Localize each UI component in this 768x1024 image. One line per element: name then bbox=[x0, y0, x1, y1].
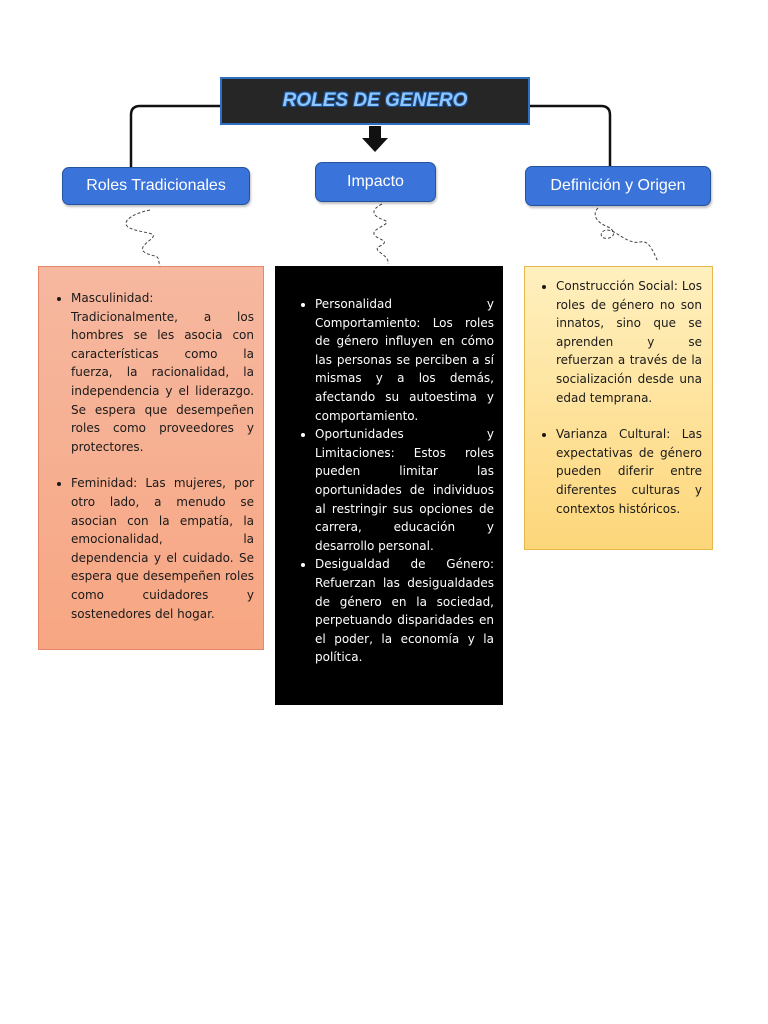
node-label: Roles Tradicionales bbox=[86, 177, 226, 194]
panel-impacto bbox=[275, 266, 503, 705]
page-title: ROLES DE GENERO bbox=[282, 90, 468, 111]
node-roles-tradicionales bbox=[62, 167, 250, 205]
squiggle-center bbox=[374, 204, 388, 264]
node-impacto bbox=[315, 162, 436, 202]
panel-definicion-origen bbox=[524, 266, 713, 550]
title-box bbox=[220, 77, 530, 125]
node-label: Impacto bbox=[347, 173, 404, 190]
node-definicion-origen bbox=[525, 166, 711, 206]
bullet-list bbox=[293, 295, 494, 667]
node-label: Definición y Origen bbox=[550, 177, 686, 194]
list-item: • Oportunidades y Limitaciones: Estos roles pueden limitar las oportunidades de individuos al restringir sus opciones de carrera, educación y desarrollo personal. bbox=[315, 425, 494, 555]
list-item: • Varianza Cultural: Las expectativas de género pueden diferir entre diferentes culturas y contextos históricos. bbox=[556, 425, 702, 518]
list-item: • Desigualdad de Género: Refuerzan las desigualdades de género en la sociedad, perpetuando disparidades en el poder, la economía y la política. bbox=[315, 555, 494, 667]
list-item: • Masculinidad: Tradicionalmente, a los hombres se les asocia con características como la fuerza, la racionalidad, la independencia y el liderazgo. Se espera que desempeñen roles como proveedores y protectores. bbox=[71, 289, 254, 456]
squiggle-left bbox=[126, 210, 160, 266]
down-arrow-icon bbox=[362, 126, 388, 152]
bullet-list bbox=[49, 289, 254, 623]
panel-roles-tradicionales bbox=[38, 266, 264, 650]
list-item: • Feminidad: Las mujeres, por otro lado, a menudo se asocian con la empatía, la emocionalidad, la dependencia y el cuidado. Se espera que desempeñen roles como cuidadores y sostenedores del hogar. bbox=[71, 474, 254, 623]
list-item: • Construcción Social: Los roles de género no son innatos, sino que se aprenden y se refuerzan a través de la socialización desde una edad temprana. bbox=[556, 277, 702, 407]
connector-left bbox=[131, 106, 220, 167]
squiggle-right bbox=[595, 208, 658, 262]
bullet-list bbox=[534, 277, 702, 518]
list-item: • Personalidad y Comportamiento: Los roles de género influyen en cómo las personas se perciben a sí mismas y a los demás, afectando su autoestima y comportamiento. bbox=[315, 295, 494, 425]
connector-right bbox=[530, 106, 610, 166]
